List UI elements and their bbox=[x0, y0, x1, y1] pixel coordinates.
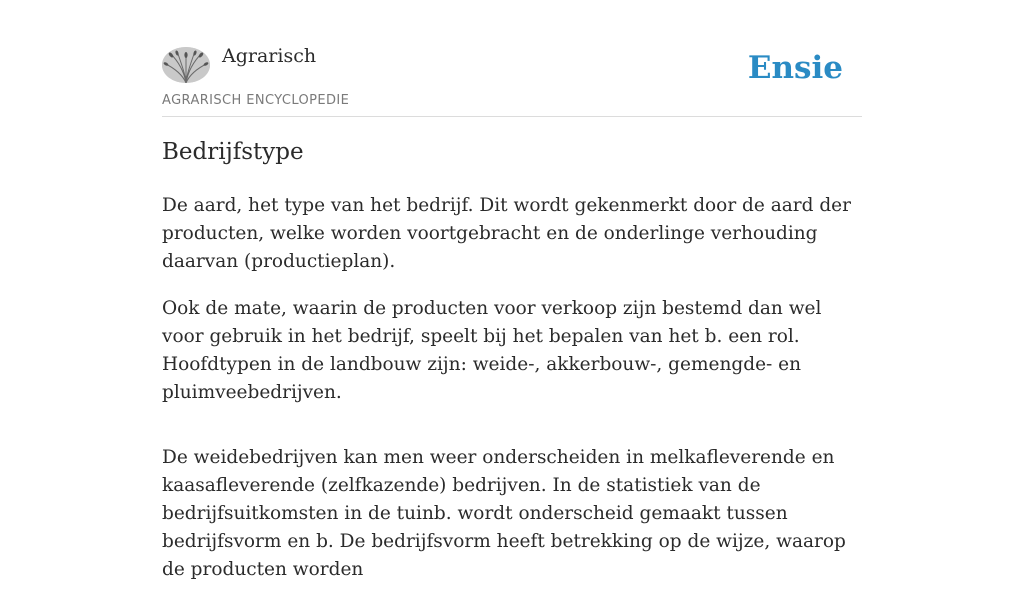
article-page bbox=[162, 0, 862, 580]
source-title[interactable]: Agrarisch bbox=[222, 45, 317, 67]
article-title: Bedrijfstype bbox=[162, 139, 304, 165]
article-body bbox=[162, 192, 862, 603]
article-paragraph: De weidebedrijven kan men weer onderscheiden in melkafleverende en kaasafleverende (zelfkazende) bedrijven. In de statistiek van de bedrijfsuitkomsten in de tuinb. wordt onderscheid gemaakt tussen bedrijfsvorm en b. De bedrijfsvorm heeft betrekking op de wijze, waarop de producten worden bbox=[162, 447, 846, 580]
article-paragraph: De aard, het type van het bedrijf. Dit wordt gekenmerkt door de aard der producten, welke worden voortgebracht en de onderlinge verhouding daarvan (productieplan). bbox=[162, 195, 851, 272]
wheat-icon bbox=[162, 47, 210, 83]
brand-logo[interactable]: Ensie bbox=[747, 50, 843, 86]
source-subtitle: AGRARISCH ENCYCLOPEDIE bbox=[162, 93, 350, 108]
article-header bbox=[162, 0, 862, 117]
article-paragraph: Ook de mate, waarin de producten voor verkoop zijn bestemd dan wel voor gebruik in het bedrijf, speelt bij het bepalen van het b. een rol. Hoofdtypen in de landbouw zijn: weide-, akkerbouw-, gemengde- en pluimveebedrijven. bbox=[162, 298, 822, 403]
source-thumbnail[interactable] bbox=[162, 47, 210, 83]
